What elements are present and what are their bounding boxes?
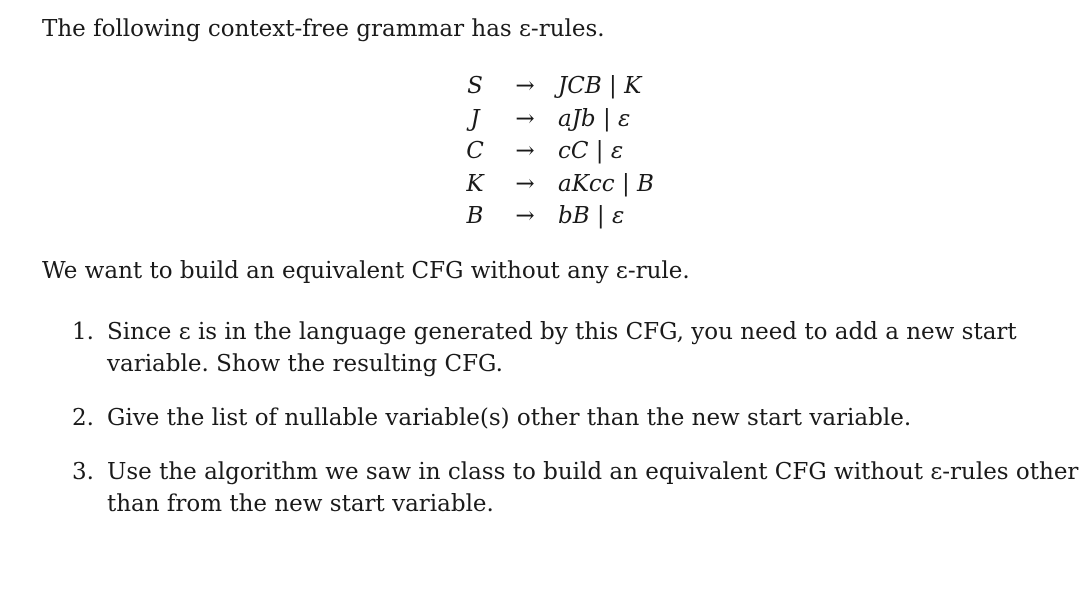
grammar-rule <box>458 135 654 168</box>
rule-lhs: K <box>466 170 484 197</box>
task-item <box>72 316 1087 380</box>
task-text: Since ε is in the language generated by this CFG, you need to add a new start variable. Show the resulting CFG. <box>107 319 1017 377</box>
task-text: Use the algorithm we saw in class to build an equivalent CFG without ε-rules other than from the new start variable. <box>107 459 1079 517</box>
task-item <box>72 402 1087 434</box>
task-number: 3. <box>72 459 94 485</box>
intro-paragraph: The following context-free grammar has ε-rules. <box>42 16 605 42</box>
rule-arrow: → <box>515 73 535 99</box>
rule-lhs: C <box>466 138 484 164</box>
rule-lhs: S <box>467 73 483 99</box>
rule-rhs: JCB | K <box>558 73 642 99</box>
rule-arrow: → <box>515 105 535 132</box>
task-text: Give the list of nullable variable(s) other than the new start variable. <box>107 405 912 431</box>
rule-rhs: cC | ε <box>558 138 624 164</box>
grammar-rule <box>458 70 654 103</box>
grammar-rules <box>458 70 654 233</box>
grammar-rule <box>458 103 654 136</box>
rule-arrow: → <box>515 203 535 229</box>
grammar-rule <box>458 200 654 233</box>
goal-paragraph: We want to build an equivalent CFG without any ε-rule. <box>42 258 690 284</box>
grammar-rule <box>458 168 654 201</box>
task-number: 1. <box>72 319 94 345</box>
rule-lhs: J <box>470 105 480 132</box>
rule-rhs: aKcc | B <box>558 170 654 197</box>
rule-lhs: B <box>466 203 484 229</box>
rule-arrow: → <box>515 170 535 197</box>
task-list <box>72 316 1087 542</box>
rule-rhs: aJb | ε <box>558 105 631 132</box>
task-item <box>72 456 1087 520</box>
rule-arrow: → <box>515 138 535 164</box>
rule-rhs: bB | ε <box>558 203 625 229</box>
task-number: 2. <box>72 405 94 431</box>
